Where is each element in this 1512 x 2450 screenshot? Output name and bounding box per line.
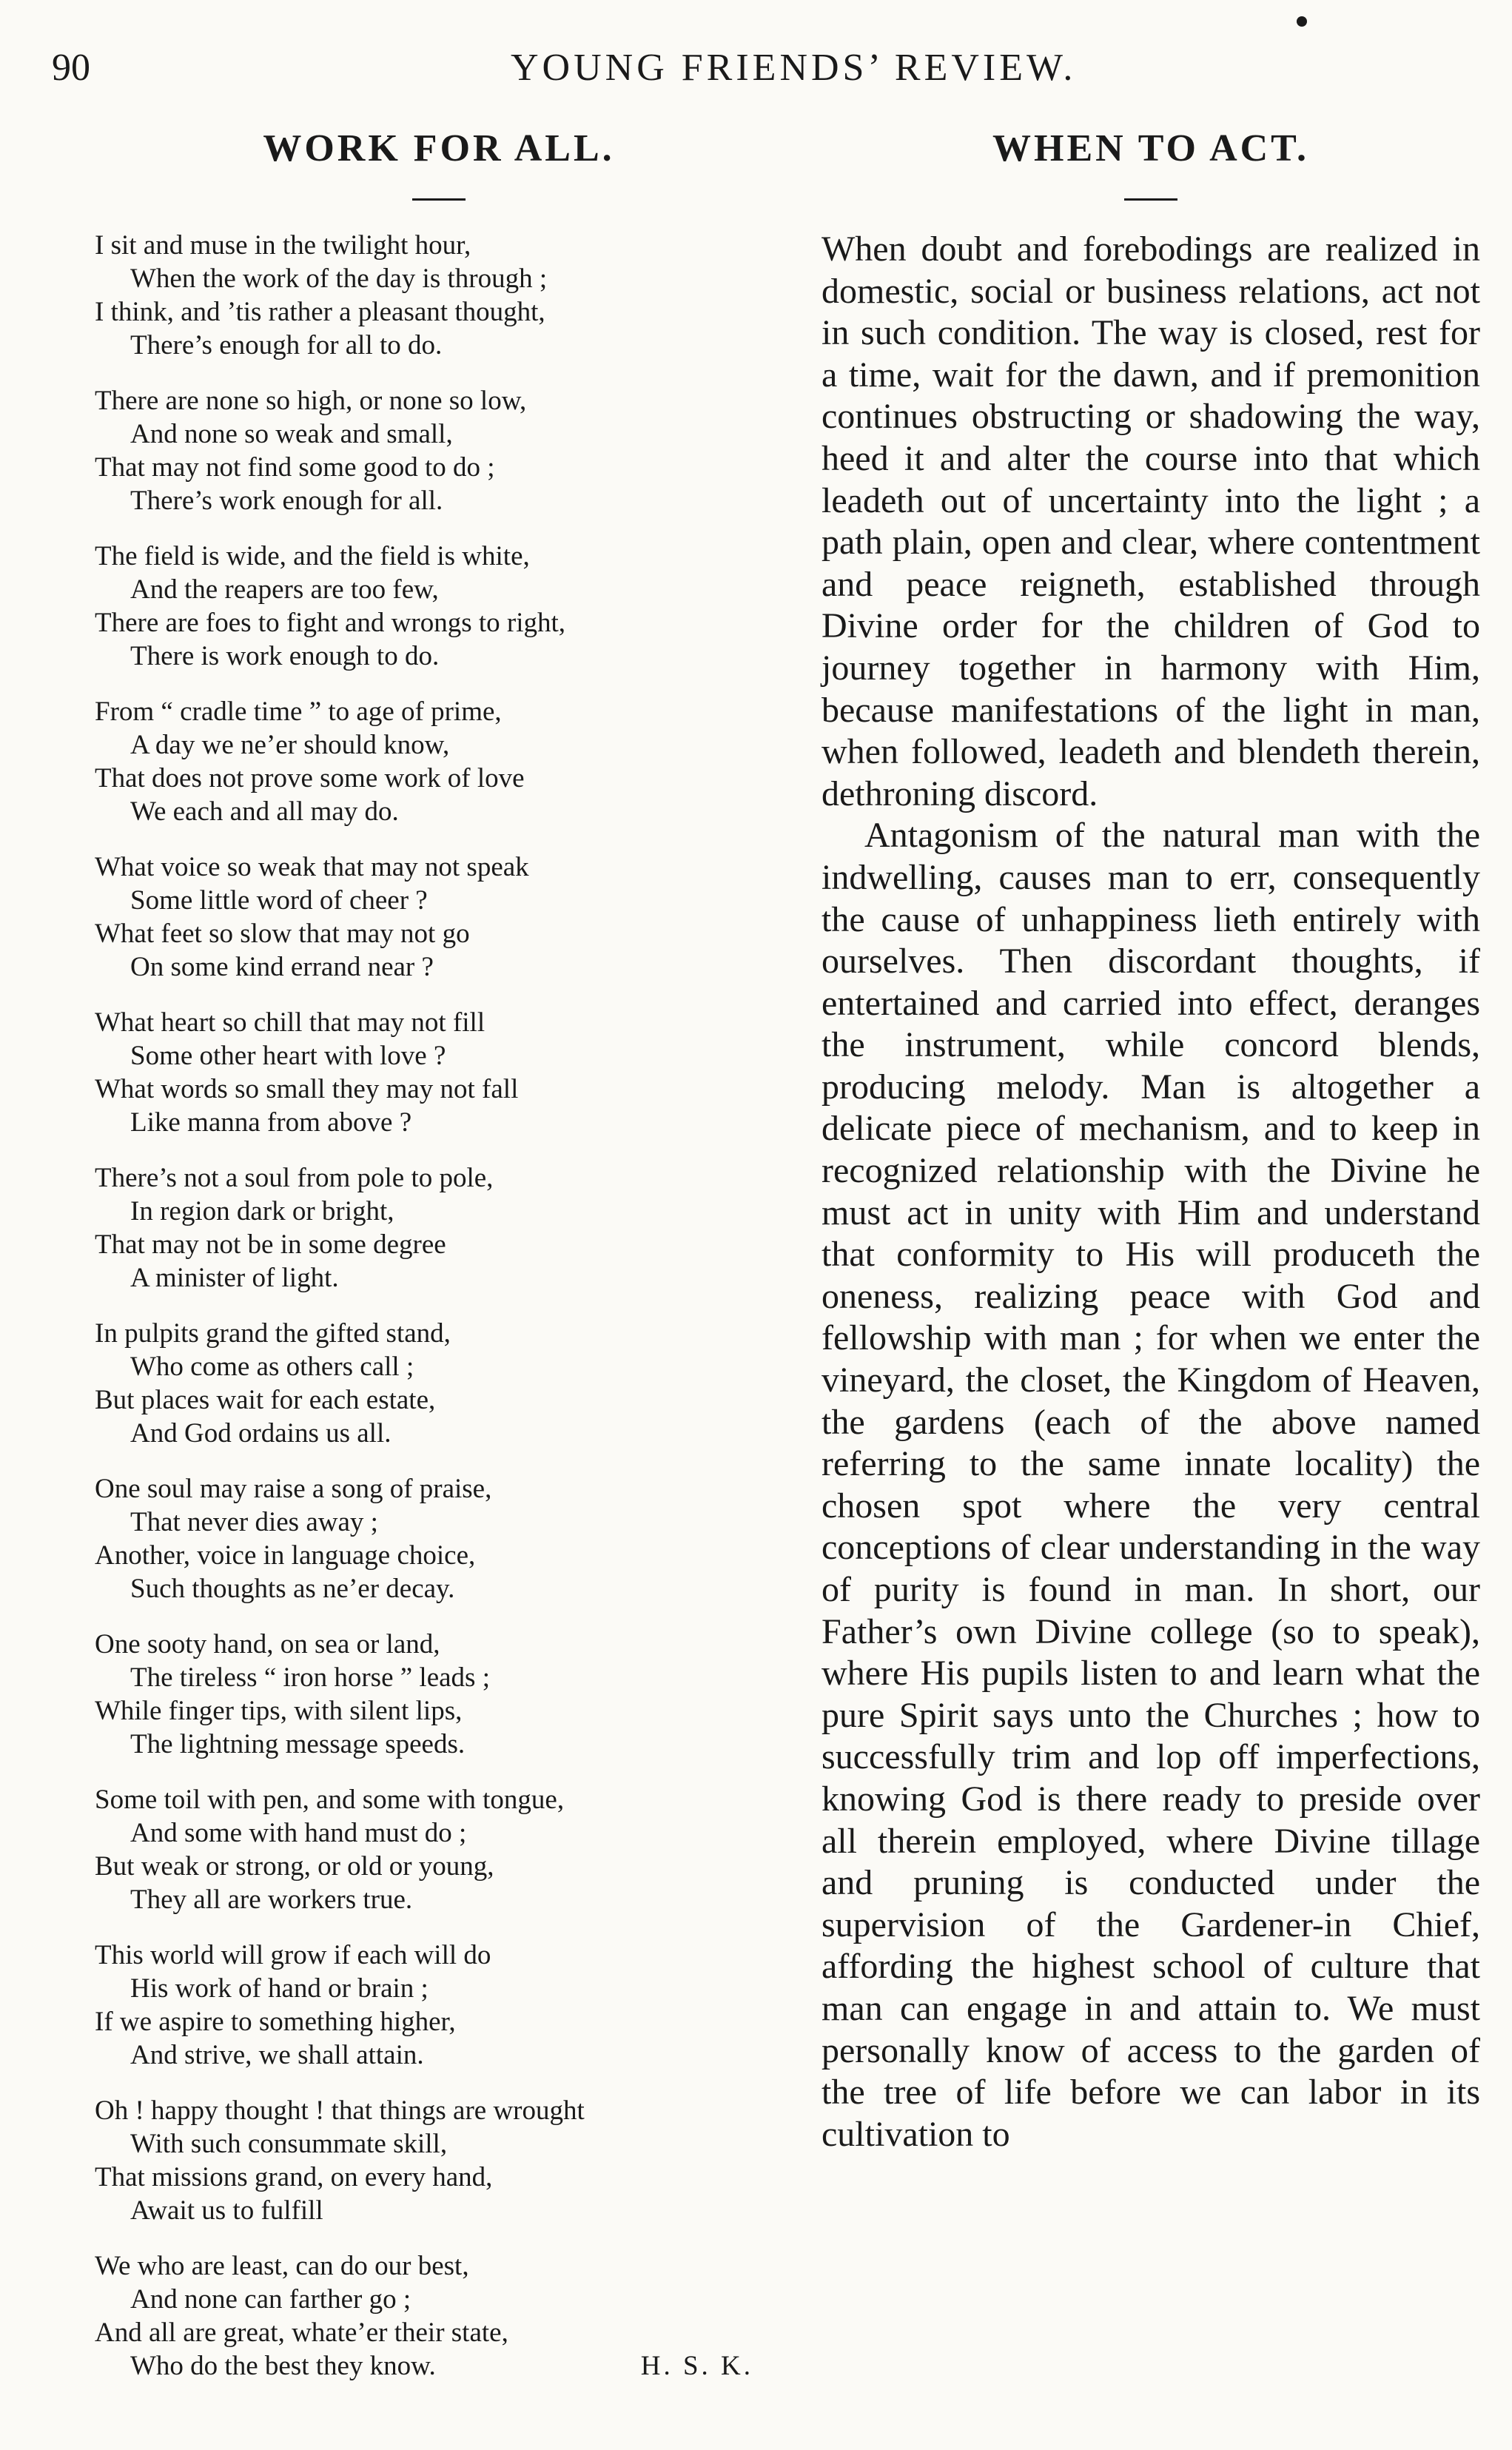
- poem-line: And some with hand must do ;: [130, 1818, 467, 1848]
- stanza: [95, 1939, 783, 2072]
- essay-paragraph: Antagonism of the natural man with the indwelling, causes man to err, consequently the cause of unhappiness lieth entirely with ourselves. Then discordant thoughts, if entertained and carried into effect, deranges the instrument, while concord blends, producing melody. Man is altogether a delicate piece of mechanism, and to keep in recognized relationship with the Divine he must act in unity with Him and understand that conformity to His will produceth the oneness, realizing peace with God and fellowship with man ; for when we enter the vineyard, the closet, the Kingdom of Heaven, the gardens (each of the above named referring to the same innate locality) the chosen spot where the very central conceptions of clear understanding in the way of purity is found in man. In short, our Father’s own Divine college (so to speak), where His pupils listen to and learn what the pure Spirit says unto the Churches ; how to successfully trim and lop off imperfections, knowing God is there ready to preside over all therein employed, where Divine tillage and pruning is conducted under the supervision of the Gardener-in Chief, affording the highest school of culture that man can engage in and attain to. We must personally know of access to the garden of the tree of life before we can labor in its cultivation to: [821, 816, 1480, 2154]
- poem-line: What feet so slow that may not go: [95, 919, 470, 949]
- poem-line: There’s not a soul from pole to pole,: [95, 1163, 494, 1193]
- running-title: YOUNG FRIENDS’ REVIEW.: [511, 47, 1077, 89]
- poem-line: And God ordains us all.: [130, 1418, 392, 1449]
- poem-line: That does not prove some work of love: [95, 763, 525, 793]
- poem-line: There’s work enough for all.: [130, 486, 443, 516]
- poem-line: That may not find some good to do ;: [95, 452, 495, 483]
- poem-line: Await us to fulfill: [130, 2195, 323, 2226]
- poem-line: From “ cradle time ” to age of prime,: [95, 697, 502, 727]
- poem-line: The field is wide, and the field is white,: [95, 541, 530, 571]
- essay-paragraph: When doubt and forebodings are realized in domestic, social or business relations, act not in such condition. The way is closed, rest for a time, wait for the dawn, and if premonition continues obstructing or shadowing the way, heed it and alter the course into that which leadeth out of uncertainty into the light ; a path plain, open and clear, where contentment and peace reigneth, established through Divine order for the children of God to journey together in harmony with Him, because manifestations of the light in man, when followed, leadeth and blendeth therein, dethroning discord.: [821, 229, 1480, 813]
- poem-line: There are none so high, or none so low,: [95, 386, 527, 416]
- poem-line: Who come as others call ;: [130, 1352, 414, 1382]
- poem-line: What words so small they may not fall: [95, 1074, 519, 1104]
- stanza: [95, 1161, 783, 1295]
- poem-line: A day we ne’er should know,: [130, 730, 450, 760]
- poem-line: There is work enough to do.: [130, 641, 440, 671]
- poem-line: We each and all may do.: [130, 796, 399, 827]
- poem-line: Some other heart with love ?: [130, 1041, 446, 1071]
- poem-line: With such consummate skill,: [130, 2129, 448, 2159]
- poem-line: They all are workers true.: [130, 1885, 413, 1915]
- poem-line: Some little word of cheer ?: [130, 885, 428, 916]
- poem-line: The tireless “ iron horse ” leads ;: [130, 1662, 490, 1693]
- poem-line: Such thoughts as ne’er decay.: [130, 1574, 455, 1604]
- poem-line: In region dark or bright,: [130, 1196, 394, 1226]
- poem-line: I sit and muse in the twilight hour,: [95, 230, 471, 261]
- poem-line: That missions grand, on every hand,: [95, 2162, 493, 2192]
- poem-line: But places wait for each estate,: [95, 1385, 436, 1415]
- essay-title: WHEN TO ACT.: [992, 127, 1309, 170]
- stanza: [95, 1628, 783, 1761]
- poem-line: But weak or strong, or old or young,: [95, 1851, 494, 1882]
- poem-line: Some toil with pen, and some with tongue,: [95, 1785, 565, 1815]
- stanza: [95, 540, 783, 673]
- poem-line: Oh ! happy thought ! that things are wrought: [95, 2095, 585, 2126]
- poem-line: There’s enough for all to do.: [130, 330, 443, 360]
- stanza: [95, 2094, 783, 2227]
- stanza: [95, 384, 783, 517]
- poem-line: [95, 2349, 783, 2383]
- poem-line-text: Who do the best they know.: [130, 2351, 436, 2381]
- title-rule: [1124, 198, 1177, 201]
- poem-line: What heart so chill that may not fill: [95, 1007, 485, 1038]
- poem-line: One soul may raise a song of praise,: [95, 1474, 492, 1504]
- stanza: [95, 2249, 783, 2383]
- essay-body: [821, 229, 1480, 2155]
- stanza: [95, 1317, 783, 1450]
- poem-line: That may not be in some degree: [95, 1229, 446, 1260]
- stanza: [95, 850, 783, 984]
- poem-line: On some kind errand near ?: [130, 952, 434, 982]
- poem-line: When the work of the day is through ;: [130, 264, 548, 294]
- poem-line: What voice so weak that may not speak: [95, 852, 529, 882]
- poem-line: And strive, we shall attain.: [130, 2040, 424, 2070]
- ink-speck: [1297, 16, 1307, 27]
- poem-line: And the reapers are too few,: [130, 574, 439, 605]
- poem-line: There are foes to fight and wrongs to right,: [95, 608, 566, 638]
- poem-line: The lightning message speeds.: [130, 1729, 466, 1759]
- poem-line: That never dies away ;: [130, 1507, 378, 1537]
- title-rule: [412, 198, 466, 201]
- poem-column: [95, 124, 783, 2405]
- poem-line: Another, voice in language choice,: [95, 1540, 476, 1571]
- poem-line: I think, and ’tis rather a pleasant thought,: [95, 297, 545, 327]
- stanza: [95, 229, 783, 362]
- poem-line: His work of hand or brain ;: [130, 1973, 429, 2004]
- poem-line: We who are least, can do our best,: [95, 2251, 469, 2281]
- poem-line: Like manna from above ?: [130, 1107, 412, 1138]
- stanza: [95, 1783, 783, 1916]
- poem-line: This world will grow if each will do: [95, 1940, 491, 1970]
- stanza: [95, 695, 783, 828]
- author-signature: H. S. K.: [640, 2351, 753, 2381]
- poem-line: In pulpits grand the gifted stand,: [95, 1318, 451, 1349]
- poem-line: While finger tips, with silent lips,: [95, 1696, 463, 1726]
- poem-line: A minister of light.: [130, 1263, 339, 1293]
- poem-line: And none can farther go ;: [130, 2284, 411, 2315]
- poem-line: And none so weak and small,: [130, 419, 453, 449]
- page-number: 90: [52, 47, 90, 89]
- poem-title: WORK FOR ALL.: [263, 127, 615, 170]
- stanza: [95, 1006, 783, 1139]
- poem-line: And all are great, whate’er their state,: [95, 2318, 508, 2348]
- poem-line: One sooty hand, on sea or land,: [95, 1629, 440, 1659]
- poem-body: [95, 229, 783, 2383]
- poem-line: If we aspire to something higher,: [95, 2007, 456, 2037]
- stanza: [95, 1472, 783, 1605]
- essay-column: [821, 124, 1480, 2155]
